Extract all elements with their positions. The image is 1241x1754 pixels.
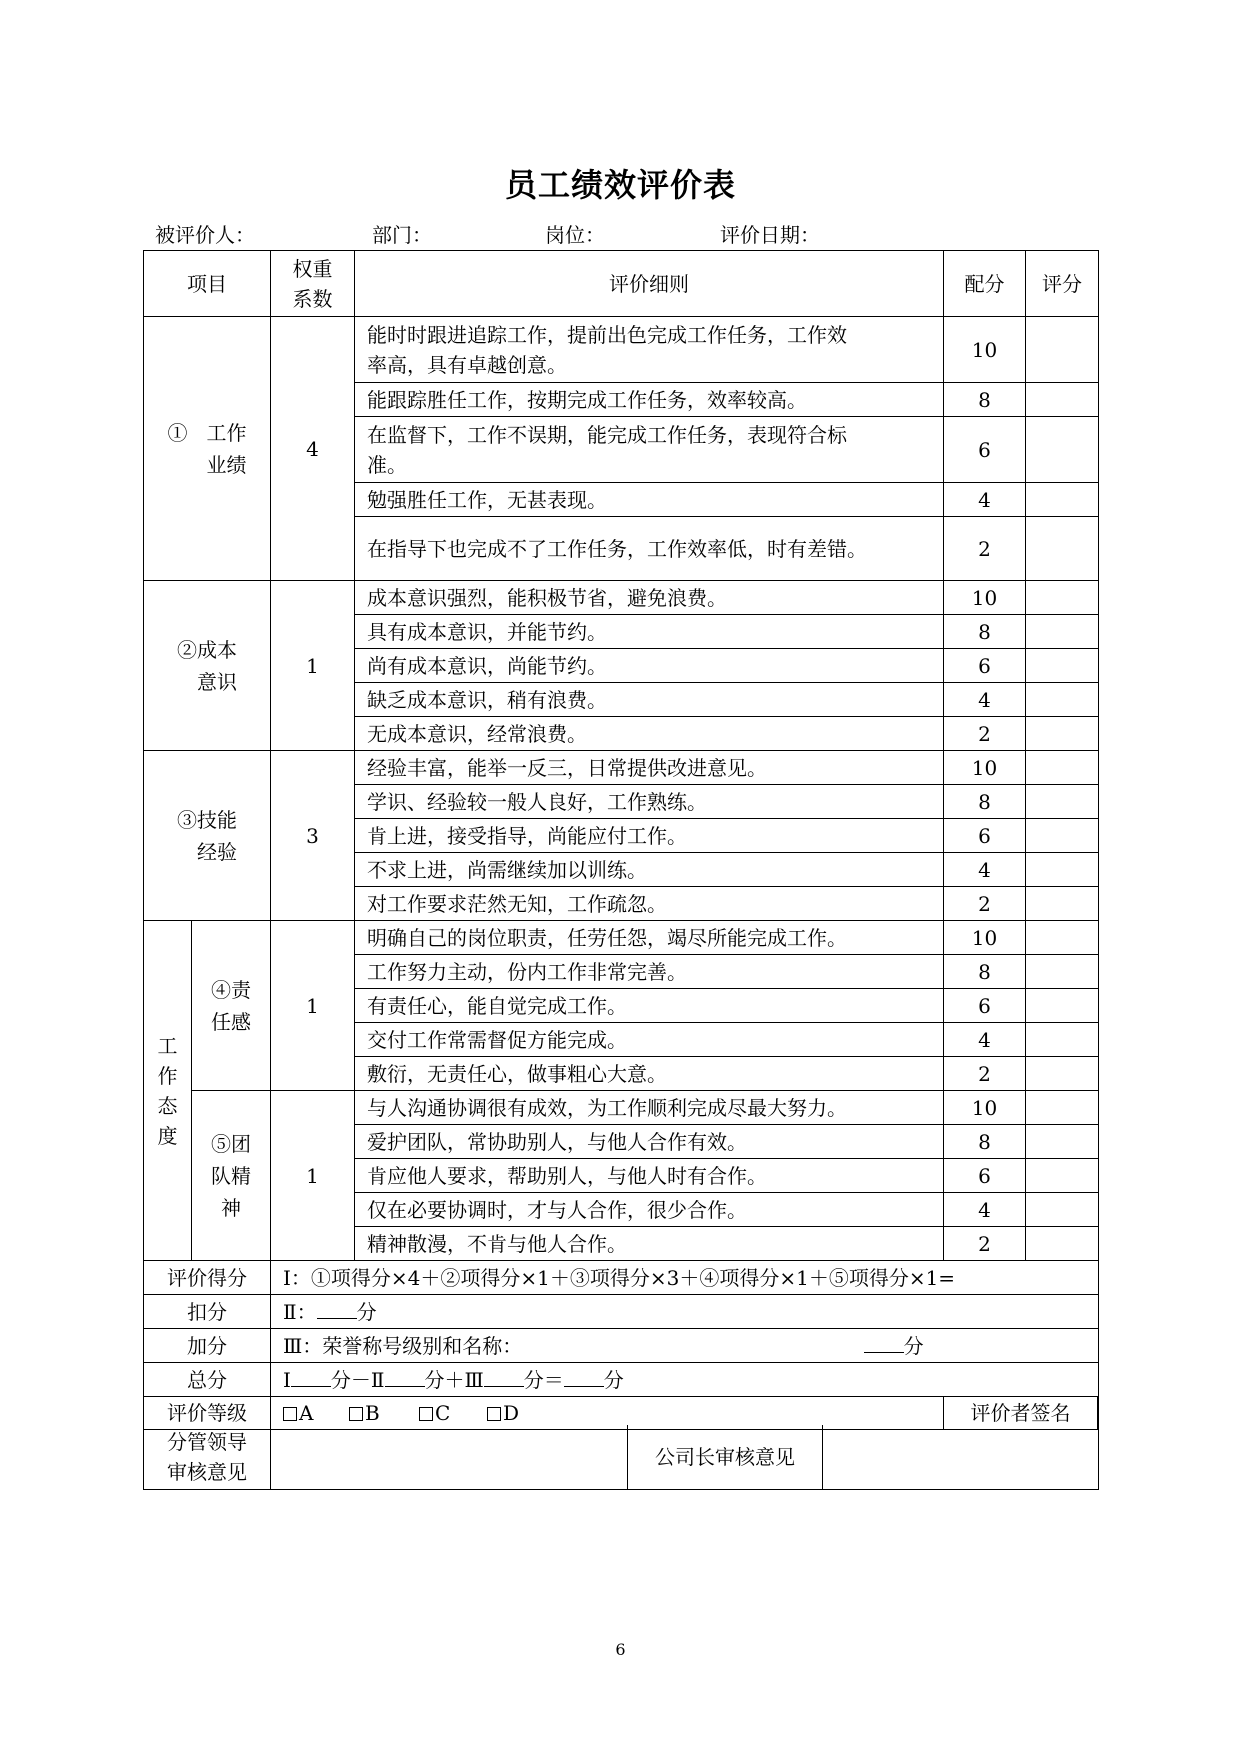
header-criteria: 评价细则 <box>355 251 944 317</box>
score-input-cell[interactable] <box>1026 887 1099 921</box>
criteria-cell: 爱护团队，常协助别人，与他人合作有效。 <box>355 1125 944 1159</box>
criteria-cell: 勉强胜任工作，无甚表现。 <box>355 483 944 517</box>
criteria-cell: 在监督下，工作不误期，能完成工作任务，表现符合标 准。 <box>355 417 944 483</box>
leader-review-label: 分管领导 审核意见 <box>144 1425 271 1489</box>
evaluation-info-line <box>155 219 1095 249</box>
section-work-performance-label <box>144 317 271 581</box>
section-weight: 3 <box>271 751 355 921</box>
points-cell: 6 <box>944 417 1026 483</box>
deduct-field: Ⅱ： 分 <box>271 1295 1099 1329</box>
checkbox-icon <box>283 1407 297 1421</box>
criteria-cell: 能跟踪胜任工作，按期完成工作任务，效率较高。 <box>355 383 944 417</box>
score-input-cell[interactable] <box>1026 1227 1099 1261</box>
score-input-cell[interactable] <box>1026 1091 1099 1125</box>
grade-option-d[interactable]: D <box>487 1398 519 1428</box>
criteria-cell: 在指导下也完成不了工作任务，工作效率低，时有差错。 <box>355 517 944 581</box>
points-cell: 10 <box>944 581 1026 615</box>
section-label-line: ⑤团 <box>211 1131 251 1156</box>
points-cell: 8 <box>944 955 1026 989</box>
points-cell: 10 <box>944 1091 1026 1125</box>
score-input-cell[interactable] <box>1026 483 1099 517</box>
bonus-label: 加分 <box>144 1329 271 1363</box>
criteria-cell: 明确自己的岗位职责，任劳任怨，竭尽所能完成工作。 <box>355 921 944 955</box>
points-cell: 4 <box>944 683 1026 717</box>
checkbox-icon <box>419 1407 433 1421</box>
header-points: 配分 <box>944 251 1026 317</box>
criteria-cell: 尚有成本意识，尚能节约。 <box>355 649 944 683</box>
eval-score-formula: Ⅰ：①项得分×4＋②项得分×1＋③项得分×3＋④项得分×1＋⑤项得分×1= <box>271 1261 1099 1295</box>
points-cell: 10 <box>944 751 1026 785</box>
total-blank-2[interactable] <box>385 1368 425 1387</box>
section-responsibility-label <box>192 921 271 1091</box>
grade-option-c[interactable]: C <box>419 1398 450 1428</box>
points-cell: 10 <box>944 921 1026 955</box>
criteria-cell: 经验丰富，能举一反三，日常提供改进意见。 <box>355 751 944 785</box>
score-input-cell[interactable] <box>1026 853 1099 887</box>
score-input-cell[interactable] <box>1026 819 1099 853</box>
points-cell: 2 <box>944 1227 1026 1261</box>
criteria-cell: 缺乏成本意识，稍有浪费。 <box>355 683 944 717</box>
total-row <box>144 1363 1099 1397</box>
section-label-line: ②成本 <box>177 637 237 662</box>
criteria-cell: 交付工作常需督促方能完成。 <box>355 1023 944 1057</box>
date-label: 评价日期： <box>720 223 820 247</box>
performance-evaluation-table <box>143 250 1099 1430</box>
table-row <box>144 317 1099 383</box>
deduct-blank[interactable] <box>317 1300 357 1319</box>
score-input-cell[interactable] <box>1026 955 1099 989</box>
points-cell: 8 <box>944 785 1026 819</box>
checkbox-icon <box>487 1407 501 1421</box>
criteria-cell: 工作努力主动，份内工作非常完善。 <box>355 955 944 989</box>
criteria-cell: 与人沟通协调很有成效，为工作顺利完成尽最大努力。 <box>355 1091 944 1125</box>
score-input-cell[interactable] <box>1026 921 1099 955</box>
score-input-cell[interactable] <box>1026 1125 1099 1159</box>
criteria-cell: 有责任心，能自觉完成工作。 <box>355 989 944 1023</box>
header-item: 项目 <box>144 251 271 317</box>
criteria-cell: 对工作要求茫然无知，工作疏忽。 <box>355 887 944 921</box>
section-label-line: 经验 <box>197 839 237 864</box>
points-cell: 4 <box>944 483 1026 517</box>
total-formula: Ⅰ 分－Ⅱ 分＋Ⅲ 分＝ 分 <box>271 1363 1099 1397</box>
score-input-cell[interactable] <box>1026 649 1099 683</box>
page-number: 6 <box>615 1640 626 1659</box>
criteria-cell: 肯上进，接受指导，尚能应付工作。 <box>355 819 944 853</box>
criteria-cell: 成本意识强烈，能积极节省，避免浪费。 <box>355 581 944 615</box>
section-team-spirit-label <box>192 1091 271 1261</box>
score-input-cell[interactable] <box>1026 717 1099 751</box>
table-row <box>144 921 1099 955</box>
criteria-cell: 能时时跟进追踪工作，提前出色完成工作任务，工作效 率高，具有卓越创意。 <box>355 317 944 383</box>
deduct-row <box>144 1295 1099 1329</box>
points-cell: 4 <box>944 1023 1026 1057</box>
criteria-cell: 敷衍，无责任心，做事粗心大意。 <box>355 1057 944 1091</box>
points-cell: 2 <box>944 887 1026 921</box>
eval-score-row <box>144 1261 1099 1295</box>
points-cell: 10 <box>944 317 1026 383</box>
points-cell: 6 <box>944 649 1026 683</box>
leader-review-field[interactable] <box>271 1425 628 1489</box>
evaluator-sign-label: 评价者签名 <box>944 1397 1098 1429</box>
total-label: 总分 <box>144 1363 271 1397</box>
total-blank-1[interactable] <box>291 1368 331 1387</box>
grade-label: 评价等级 <box>144 1397 271 1430</box>
section-weight: 4 <box>271 317 355 581</box>
section-skill-experience-label <box>144 751 271 921</box>
score-input-cell[interactable] <box>1026 683 1099 717</box>
points-cell: 4 <box>944 853 1026 887</box>
table-header-row <box>144 251 1099 317</box>
grade-option-b[interactable]: B <box>349 1398 380 1428</box>
score-input-cell[interactable] <box>1026 317 1099 383</box>
table-row <box>144 751 1099 785</box>
score-input-cell[interactable] <box>1026 751 1099 785</box>
score-input-cell[interactable] <box>1026 1057 1099 1091</box>
total-blank-3[interactable] <box>484 1368 524 1387</box>
score-input-cell[interactable] <box>1026 1023 1099 1057</box>
section-label-line: 业绩 <box>206 452 247 477</box>
points-cell: 2 <box>944 517 1026 581</box>
evaluatee-label: 被评价人： <box>155 223 255 247</box>
review-table <box>143 1425 1099 1490</box>
score-input-cell[interactable] <box>1026 989 1099 1023</box>
ceo-review-label: 公司长审核意见 <box>628 1425 823 1489</box>
points-cell: 8 <box>944 383 1026 417</box>
score-input-cell[interactable] <box>1026 1193 1099 1227</box>
score-input-cell[interactable] <box>1026 383 1099 417</box>
total-blank-4[interactable] <box>564 1368 604 1387</box>
points-cell: 2 <box>944 1057 1026 1091</box>
section-label-line: ① 工作 <box>167 420 247 445</box>
section-weight: 1 <box>271 1091 355 1261</box>
header-weight-line1: 权重 <box>292 256 333 281</box>
criteria-cell: 肯应他人要求，帮助别人，与他人时有合作。 <box>355 1159 944 1193</box>
section-cost-awareness-label <box>144 581 271 751</box>
review-row <box>144 1425 1099 1489</box>
ceo-review-field[interactable] <box>823 1425 1099 1489</box>
criteria-cell: 仅在必要协调时，才与人合作，很少合作。 <box>355 1193 944 1227</box>
points-cell: 4 <box>944 1193 1026 1227</box>
score-input-cell[interactable] <box>1026 785 1099 819</box>
section-label-line: 意识 <box>197 669 237 694</box>
score-input-cell[interactable] <box>1026 417 1099 483</box>
score-input-cell[interactable] <box>1026 1159 1099 1193</box>
department-label: 部门： <box>372 223 432 247</box>
section-weight: 1 <box>271 921 355 1091</box>
header-score: 评分 <box>1026 251 1099 317</box>
score-input-cell[interactable] <box>1026 517 1099 581</box>
criteria-cell: 精神散漫，不肯与他人合作。 <box>355 1227 944 1261</box>
section-label-line: ③技能 <box>177 807 237 832</box>
score-input-cell[interactable] <box>1026 581 1099 615</box>
section-weight: 1 <box>271 581 355 751</box>
section-work-attitude-label: 工 作 态 度 <box>144 921 192 1261</box>
section-label-line: 任感 <box>211 1009 251 1034</box>
criteria-cell: 不求上进，尚需继续加以训练。 <box>355 853 944 887</box>
bonus-row <box>144 1329 1099 1363</box>
document-title: 员工绩效评价表 <box>504 166 736 204</box>
eval-score-label: 评价得分 <box>144 1261 271 1295</box>
header-weight-line2: 系数 <box>292 286 333 311</box>
points-cell: 2 <box>944 717 1026 751</box>
grade-option-a[interactable]: A <box>283 1398 313 1428</box>
bonus-blank[interactable] <box>864 1334 904 1353</box>
points-cell: 8 <box>944 615 1026 649</box>
points-cell: 6 <box>944 1159 1026 1193</box>
score-input-cell[interactable] <box>1026 615 1099 649</box>
header-weight <box>271 251 355 317</box>
section-label-line: ④责 <box>211 977 251 1002</box>
table-row <box>144 1091 1099 1125</box>
points-cell: 6 <box>944 819 1026 853</box>
points-cell: 6 <box>944 989 1026 1023</box>
criteria-cell: 无成本意识，经常浪费。 <box>355 717 944 751</box>
criteria-cell: 学识、经验较一般人良好，工作熟练。 <box>355 785 944 819</box>
section-label-line: 神 <box>221 1195 241 1220</box>
section-label-line: 队精 <box>211 1163 251 1188</box>
checkbox-icon <box>349 1407 363 1421</box>
points-cell: 8 <box>944 1125 1026 1159</box>
table-row <box>144 581 1099 615</box>
deduct-label: 扣分 <box>144 1295 271 1329</box>
bonus-field: Ⅲ：荣誉称号级别和名称： 分 <box>271 1329 1099 1363</box>
position-label: 岗位： <box>545 223 605 247</box>
criteria-cell: 具有成本意识，并能节约。 <box>355 615 944 649</box>
